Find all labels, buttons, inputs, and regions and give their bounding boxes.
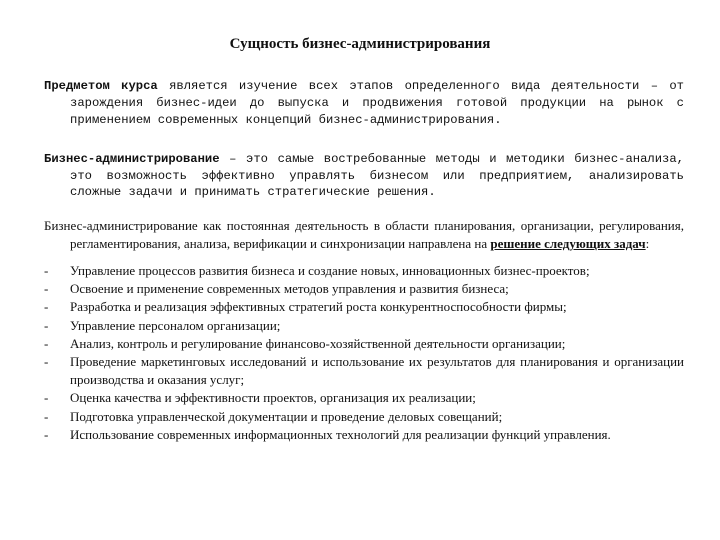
term-course-subject: Предметом курса — [44, 79, 158, 93]
dash-bullet: - — [44, 408, 49, 424]
dash-bullet: - — [44, 299, 49, 315]
course-subject-text: является изучение всех этапов определенного вида деятельности – от зарождения бизнес-идеи до выпуска и продвижения готовой продукции на рынок с применением современных концепций бизнес-администрирования. — [70, 79, 684, 127]
list-item — [44, 389, 684, 407]
list-item-text: Подготовка управленческой документации и проведение деловых совещаний; — [70, 408, 503, 424]
tasks-list — [44, 262, 684, 444]
paragraph-definition — [44, 151, 684, 201]
tasks-intro-colon: : — [645, 236, 650, 252]
list-item-text: Управление процессов развития бизнеса и создание новых, инновационных бизнес-проектов; — [70, 263, 590, 278]
page-title: Сущность бизнес-администрирования — [229, 36, 491, 52]
list-item-text: Проведение маркетинговых исследований и использование их результатов для планирования и организации производства и оказания услуг; — [70, 354, 684, 388]
dash-bullet: - — [44, 426, 49, 442]
dash-bullet: - — [44, 263, 49, 278]
list-item — [44, 353, 684, 389]
list-item — [44, 262, 684, 280]
paragraph-course-subject — [44, 78, 684, 129]
definition-text: – это самые востребованные методы и методики бизнес-анализа, это возможность эффективно управлять бизнесом или предприятием, анализировать сложные задачи и принимать стратегические решения. — [70, 152, 684, 199]
list-item-text: Анализ, контроль и регулирование финансово-хозяйственной деятельности организации; — [70, 335, 566, 351]
dash-bullet: - — [44, 354, 49, 370]
paragraph-tasks-intro — [44, 217, 684, 253]
dash-bullet: - — [44, 335, 49, 351]
list-item — [44, 426, 684, 444]
list-item-text: Разработка и реализация эффективных стратегий роста конкурентноспособности фирмы; — [70, 299, 567, 315]
list-item — [44, 298, 684, 316]
tasks-intro-emphasis: решение следующих задач — [490, 236, 646, 252]
list-item-text: Управление персоналом организации; — [70, 317, 281, 333]
list-item — [44, 408, 684, 426]
dash-bullet: - — [44, 390, 49, 406]
list-item-text: Использование современных информационных технологий для реализации функций управления. — [70, 426, 611, 442]
list-item — [44, 317, 684, 335]
list-item — [44, 335, 684, 353]
list-item-text: Освоение и применение современных методов управления и развития бизнеса; — [70, 281, 509, 297]
term-business-administration: Бизнес-администрирование — [44, 152, 220, 166]
list-item — [44, 280, 684, 298]
tasks-intro-text: Бизнес-администрирование как постоянная деятельность в области планирования, организации, регулирования, регламентирования, анализа, верификации и синхронизации направлена на — [44, 218, 684, 252]
dash-bullet: - — [44, 317, 49, 333]
dash-bullet: - — [44, 281, 49, 297]
list-item-text: Оценка качества и эффективности проектов, организация их реализации; — [70, 390, 476, 406]
